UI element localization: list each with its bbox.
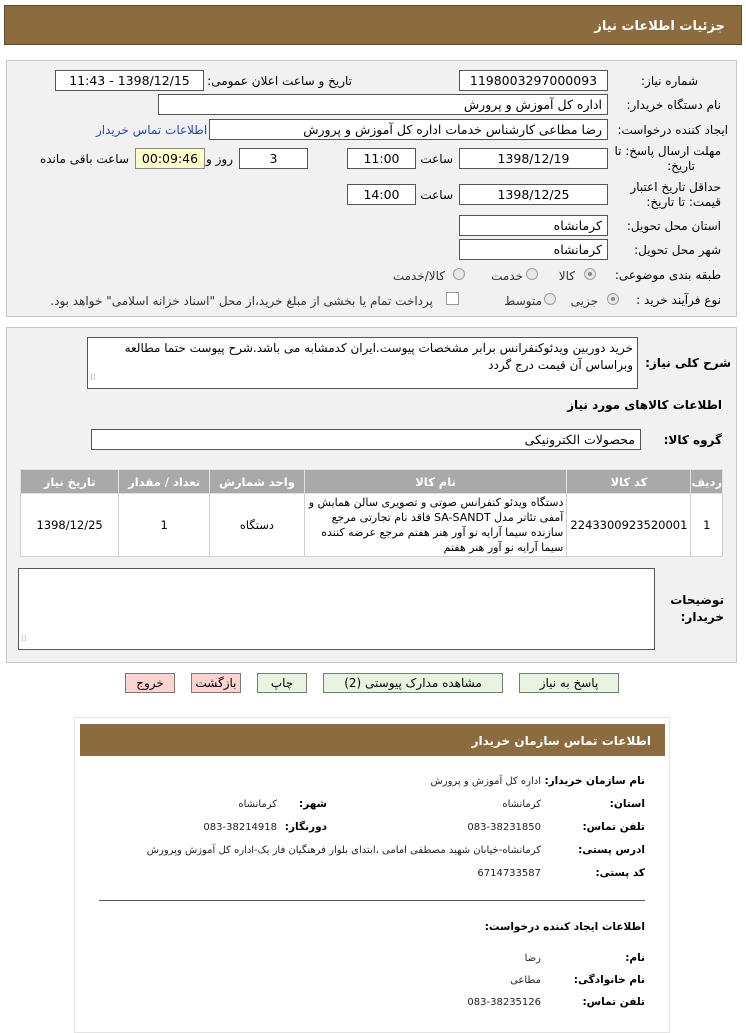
creator-name-label: نام:: [625, 952, 645, 964]
category-radio-goods-service[interactable]: [453, 268, 465, 280]
time-remaining-label: ساعت باقی مانده: [39, 152, 129, 166]
fax-value: 083-38214918: [203, 822, 277, 833]
purchase-option-medium: متوسط: [504, 294, 542, 308]
days-remaining-field[interactable]: 3: [239, 148, 308, 169]
need-number-label: شماره نیاز:: [641, 74, 698, 88]
goods-group-field[interactable]: محصولات الکترونیکی: [91, 429, 641, 450]
category-label: طبقه بندی موضوعی:: [614, 268, 721, 282]
buyer-notes-label-line2: خریدار:: [680, 610, 724, 624]
need-info-panel: [6, 60, 737, 317]
address-value: کرمانشاه-خیابان شهید مصطفی امامی ،ابتدای بلوار فرهنگیان فاز یک-اداره کل آموزش وپرورش: [146, 845, 541, 856]
buyer-contact-link[interactable]: اطلاعات تماس خریدار: [96, 123, 208, 137]
col-name: نام کالا: [304, 470, 567, 494]
resize-grip-icon[interactable]: ⁞⁞: [21, 634, 27, 644]
purchase-type-label: نوع فرآیند خرید :: [636, 293, 721, 307]
creator-name-value: رضا: [524, 953, 541, 964]
validity-time-label: ساعت: [420, 188, 453, 202]
cell-code: 2243300923520001: [567, 494, 691, 557]
fax-label: دورنگار:: [284, 821, 327, 833]
need-details-panel: [6, 327, 737, 663]
org-value: اداره کل آموزش و پرورش: [430, 776, 541, 787]
need-number-field[interactable]: 1198003297000093: [459, 70, 608, 91]
col-qty: تعداد / مقدار: [119, 470, 210, 494]
resize-grip-icon[interactable]: ⁞⁞: [90, 373, 96, 383]
announce-datetime-field[interactable]: 1398/12/15 - 11:43: [55, 70, 204, 91]
col-row: ردیف: [691, 470, 723, 494]
announce-label: تاریخ و ساعت اعلان عمومی:: [207, 74, 352, 88]
cell-row: 1: [691, 494, 723, 557]
col-date: تاریخ نیاز: [21, 470, 119, 494]
creator-family-value: مطاعی: [510, 975, 541, 986]
phone-label: تلفن تماس:: [582, 821, 645, 833]
creator-phone-value: 083-38235126: [467, 997, 541, 1008]
postal-label: کد پستی:: [595, 867, 645, 879]
buyer-notes-textarea[interactable]: [18, 568, 655, 650]
deadline-label-line2: تاریخ:: [667, 159, 695, 173]
phone-value: 083-38231850: [467, 822, 541, 833]
divider: [99, 900, 645, 901]
province-label: استان محل تحویل:: [626, 219, 721, 233]
city-label: شهر:: [299, 798, 327, 810]
back-button[interactable]: بازگشت: [191, 673, 241, 693]
province-label: استان:: [609, 798, 645, 810]
category-radio-goods[interactable]: [584, 268, 596, 280]
category-option-goods-service: کالا/خدمت: [392, 269, 445, 283]
treasury-bonds-checkbox[interactable]: [446, 292, 459, 305]
treasury-bonds-note: پرداخت تمام یا بخشی از مبلغ خرید،از محل "اسناد خزانه اسلامی" خواهد بود.: [50, 294, 433, 308]
creator-label: ایجاد کننده درخواست:: [617, 123, 728, 137]
purchase-radio-medium[interactable]: [544, 293, 556, 305]
creator-info-title: اطلاعات ایجاد کننده درخواست:: [484, 921, 645, 933]
buyer-org-label: نام دستگاه خریدار:: [626, 98, 721, 112]
category-radio-service[interactable]: [526, 268, 538, 280]
city-field[interactable]: کرمانشاه: [459, 239, 608, 260]
validity-label-line2: قیمت: تا تاریخ:: [646, 195, 721, 209]
creator-family-label: نام خانوادگی:: [573, 974, 645, 986]
goods-group-label: گروه کالا:: [663, 433, 722, 447]
cell-unit: دستگاه: [210, 494, 305, 557]
buyer-contact-card: [74, 717, 670, 1033]
validity-label-line1: حداقل تاریخ اعتبار: [630, 180, 721, 194]
deadline-date-field[interactable]: 1398/12/19: [459, 148, 608, 169]
page-title: جزئیات اطلاعات نیاز: [594, 19, 725, 34]
page-header: [4, 5, 742, 45]
cell-date: 1398/12/25: [21, 494, 119, 557]
goods-table-header: [21, 470, 723, 494]
purchase-radio-minor[interactable]: [607, 293, 619, 305]
purchase-option-minor: جزیی: [570, 294, 598, 308]
goods-info-title: اطلاعات کالاهای مورد نیاز: [567, 398, 722, 412]
validity-date-field[interactable]: 1398/12/25: [459, 184, 608, 205]
cell-name: دستگاه ویدئو کنفرانس صوتی و تصویری سالن همایش و آمفی تئاتر مدل SA-SANDT فاقد نام تجارتی مرجع سازنده سیما آرایه نو آور هنر هفتم مرجع عرضه کننده سیما آرایه نو آور هنر هفتم: [304, 494, 567, 557]
table-row: [21, 494, 723, 557]
address-label: ادرس پستی:: [578, 844, 645, 856]
validity-time-field[interactable]: 14:00: [347, 184, 416, 205]
category-option-goods: کالا: [558, 269, 575, 283]
exit-button[interactable]: خروج: [125, 673, 175, 693]
attachments-button[interactable]: مشاهده مدارک پیوستی (2): [323, 673, 503, 693]
contact-card-header: [80, 724, 665, 756]
city-label: شهر محل تحویل:: [634, 243, 721, 257]
province-field[interactable]: کرمانشاه: [459, 215, 608, 236]
print-button[interactable]: چاپ: [257, 673, 307, 693]
deadline-label-line1: مهلت ارسال پاسخ: تا: [614, 144, 721, 158]
goods-table: [20, 469, 723, 557]
description-text: خرید دوربین ویدئوکنفرانس برابر مشخصات پیوست.ایران کدمشابه می باشد.شرح پیوست حتما مطالعه وبراساس آن قیمت درج گردد: [124, 341, 633, 372]
col-code: کد کالا: [567, 470, 691, 494]
province-value: کرمانشاه: [502, 799, 541, 810]
city-value: کرمانشاه: [238, 799, 277, 810]
org-label: نام سازمان خریدار:: [544, 775, 645, 787]
contact-card-title: اطلاعات تماس سازمان خریدار: [471, 734, 651, 748]
postal-value: 6714733587: [477, 868, 541, 879]
cell-qty: 1: [119, 494, 210, 557]
deadline-time-label: ساعت: [420, 152, 453, 166]
description-textarea[interactable]: [87, 337, 638, 389]
reply-button[interactable]: پاسخ به نیاز: [519, 673, 619, 693]
description-label: شرح کلی نیاز:: [645, 356, 731, 370]
deadline-time-field[interactable]: 11:00: [347, 148, 416, 169]
category-option-service: خدمت: [491, 269, 523, 283]
creator-phone-label: تلفن تماس:: [582, 996, 645, 1008]
buyer-org-field[interactable]: اداره کل آموزش و پرورش: [158, 94, 608, 115]
creator-field[interactable]: رضا مطاعی کارشناس خدمات اداره کل آموزش و پرورش: [209, 119, 608, 140]
buyer-notes-label-line1: توضیحات: [670, 593, 724, 607]
days-label: روز و: [206, 152, 233, 166]
time-remaining-field: 00:09:46: [135, 148, 205, 169]
col-unit: واحد شمارش: [210, 470, 305, 494]
